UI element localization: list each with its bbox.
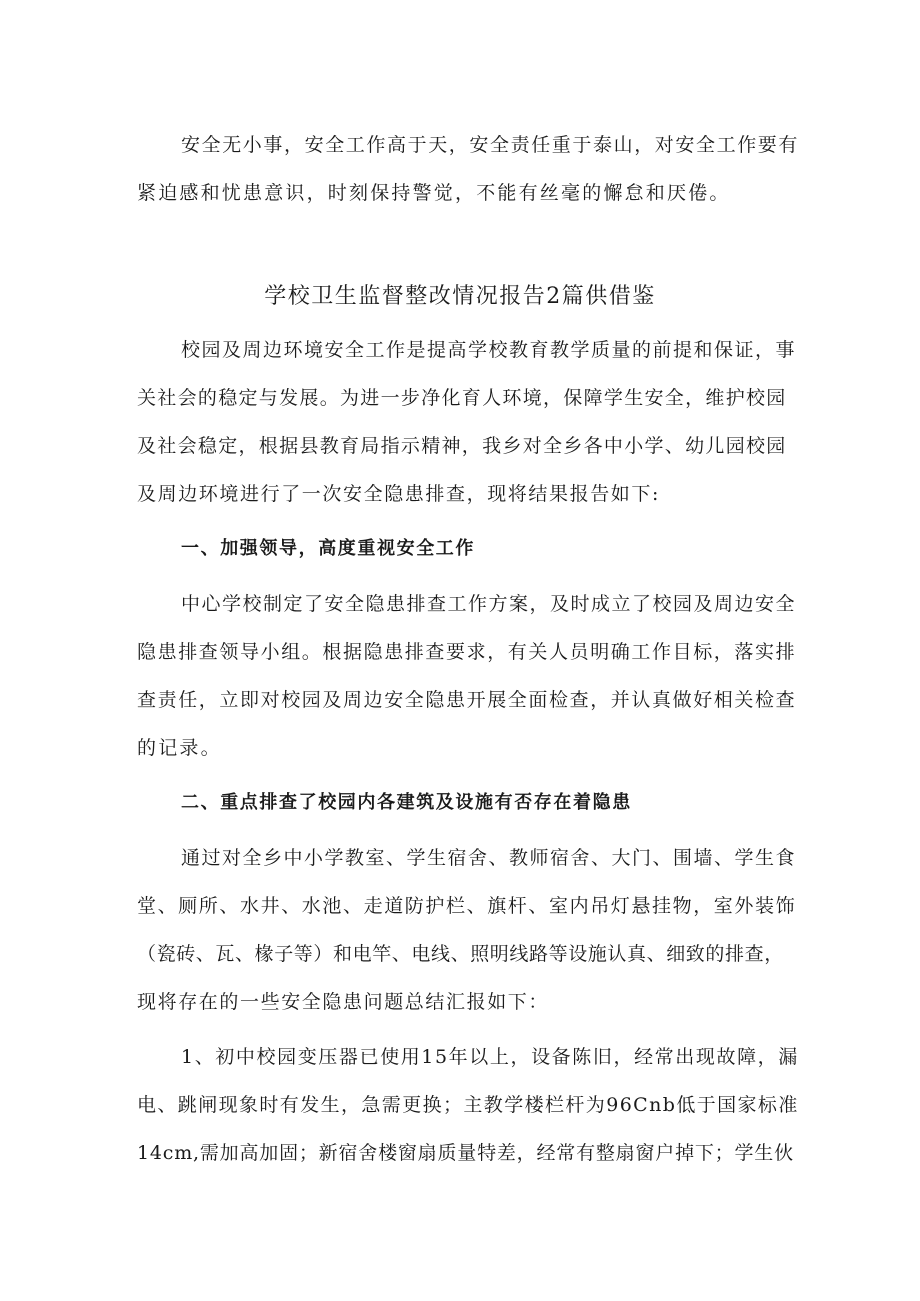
document-title: 学校卫生监督整改情况报告2篇供借鉴 — [264, 284, 656, 309]
section1-line-1: 中心学校制定了安全隐患排查工作方案，及时成立了校园及周边安全 — [181, 593, 797, 615]
section1-line-4: 的记录。 — [137, 737, 222, 759]
intro-line-1: 安全无小事，安全工作高于天，安全责任重于泰山，对安全工作要有 — [181, 134, 800, 156]
section2-heading: 二、重点排查了校园内各建筑及设施有否存在着隐患 — [181, 792, 632, 813]
item1-line-3: 14cm,需加高加固；新宿舍楼窗扇质量特差，经常有整扇窗户掉下；学生伙 — [137, 1142, 794, 1164]
item1-line-2: 电、跳闸现象时有发生，急需更换；主教学楼栏杆为96Cnb低于国家标准 — [137, 1094, 799, 1116]
paragraph1-line-2: 关社会的稳定与发展。为进一步净化育人环境，保障学生安全，维护校园 — [137, 387, 787, 409]
section1-line-2: 隐患排查领导小组。根据隐患排查要求，有关人员明确工作目标，落实排 — [137, 641, 797, 663]
section2-line-2: 堂、厕所、水井、水池、走道防护栏、旗杆、室内吊灯悬挂物，室外装饰 — [137, 895, 797, 917]
item1-line-1: 1、初中校园变压器已使用15年以上，设备陈旧，经常出现故障，漏 — [181, 1046, 799, 1068]
paragraph1-line-1: 校园及周边环境安全工作是提高学校教育教学质量的前提和保证，事 — [181, 339, 797, 361]
section1-line-3: 查责任，立即对校园及周边安全隐患开展全面检查，并认真做好相关检查 — [137, 689, 797, 711]
paragraph1-line-4: 及周边环境进行了一次安全隐患排查，现将结果报告如下: — [137, 483, 661, 505]
section2-line-4: 现将存在的一些安全隐患问题总结汇报如下： — [137, 991, 550, 1013]
section2-line-3: （瓷砖、瓦、椽子等）和电竿、电线、照明线路等设施认真、细致的排查， — [137, 943, 784, 965]
paragraph1-line-3: 及社会稳定，根据县教育局指示精神，我乡对全乡各中小学、幼儿园校园 — [137, 435, 787, 457]
intro-line-2: 紧迫感和忧患意识，时刻保持警觉，不能有丝毫的懈怠和厌倦。 — [137, 182, 731, 204]
section1-heading: 一、加强领导，高度重视安全工作 — [181, 538, 475, 559]
section2-line-1: 通过对全乡中小学教室、学生宿舍、教师宿舍、大门、围墙、学生食 — [181, 847, 797, 869]
